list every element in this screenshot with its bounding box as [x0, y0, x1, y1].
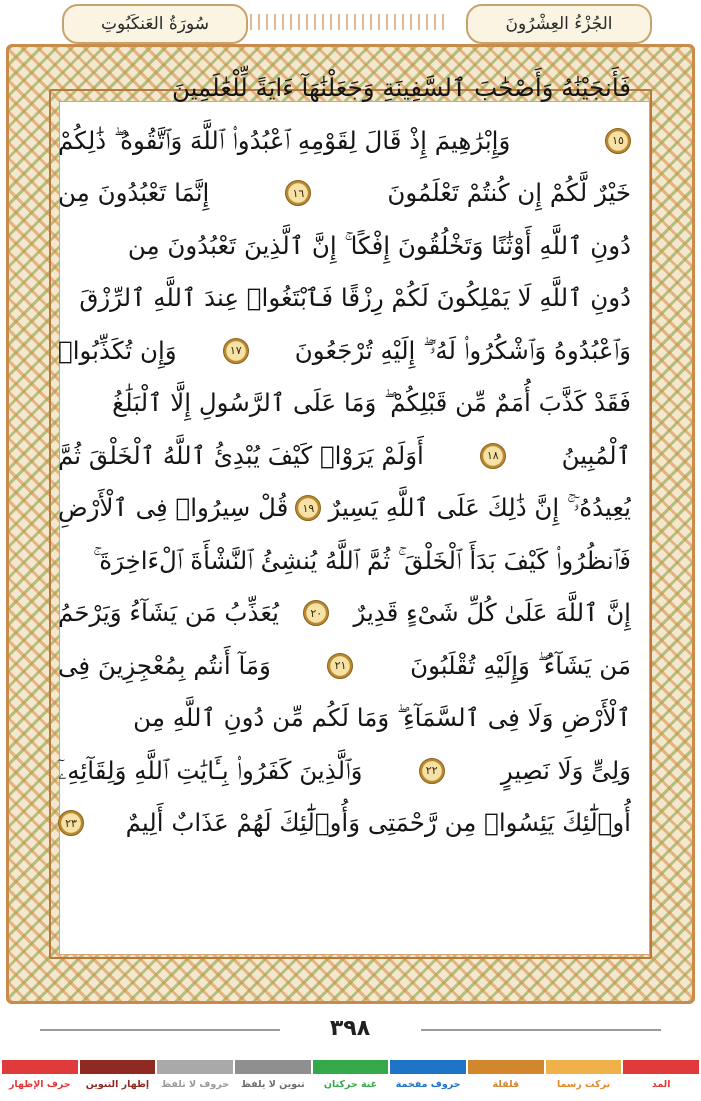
legend-label: إظهار التنوين — [85, 1079, 150, 1090]
verse-text: خَيْرٌ لَّكُمْ إِن كُنتُمْ تَعْلَمُونَ — [387, 178, 631, 207]
verse-line — [58, 62, 631, 115]
verse-text: وَٱلَّذِينَ كَفَرُوا۟ بِـَٔايَٰتِ ٱللَّهِ وَلِقَآئِهِۦٓ — [58, 755, 363, 785]
legend-item — [80, 1060, 156, 1098]
verse-text: إِنَّمَا تَعْبُدُونَ مِن — [58, 178, 210, 207]
verse-text: أَوَلَمْ يَرَوْا۟ كَيْفَ يُبْدِئُ ٱللَّهُ ٱلْخَلْقَ ثُمَّ — [58, 440, 424, 470]
legend-label: تنوين لا يلفظ — [240, 1079, 305, 1090]
verse-line — [58, 797, 631, 850]
verse-text: أُو۟لَٰٓئِكَ يَئِسُوا۟ مِن رَّحْمَتِى وَأُو۟لَٰٓئِكَ لَهُمْ عَذَابٌ أَلِيمٌ — [125, 808, 631, 837]
verse-line — [58, 482, 631, 535]
legend-item — [546, 1060, 622, 1098]
legend-color-swatch — [623, 1060, 699, 1074]
verse-number-marker: ٢٣ — [58, 810, 84, 836]
tajweed-legend — [2, 1060, 699, 1098]
verse-text: وَإِبْرَٰهِيمَ إِذْ قَالَ لِقَوْمِهِ ٱعْبُدُوا۟ ٱللَّهَ وَٱتَّقُوهُ ۖ ذَٰلِكُمْ — [58, 125, 511, 155]
verse-number-marker: ٢١ — [327, 653, 353, 679]
verse-line — [58, 325, 631, 378]
verse-text: يُعَذِّبُ مَن يَشَآءُ وَيَرْحَمُ — [58, 598, 279, 627]
verse-text: فَقَدْ كَذَّبَ أُمَمٌ مِّن قَبْلِكُمْ ۖ وَمَا عَلَى ٱلرَّسُولِ إِلَّا ٱلْبَلَٰغُ — [112, 388, 631, 417]
legend-label: غنة حركتان — [323, 1079, 378, 1090]
verse-line — [58, 587, 631, 640]
legend-item — [2, 1060, 78, 1098]
verse-line — [58, 377, 631, 430]
verse-text: يُعِيدُهُۥٓ ۚ إِنَّ ذَٰلِكَ عَلَى ٱللَّهِ يَسِيرٌ — [328, 493, 631, 522]
verse-line — [58, 167, 631, 220]
legend-color-swatch — [235, 1060, 311, 1074]
verse-line — [58, 220, 631, 273]
legend-color-swatch — [468, 1060, 544, 1074]
legend-item — [468, 1060, 544, 1098]
surah-name: سُورَةُ العَنكَبُوتِ — [100, 14, 210, 34]
juz-name: الجُزْءُ العِشْرُونَ — [505, 14, 613, 34]
verse-text: دُونِ ٱللَّهِ لَا يَمْلِكُونَ لَكُمْ رِزْقًا فَٱبْتَغُوا۟ عِندَ ٱللَّهِ ٱلرِّزْقَ — [79, 283, 631, 312]
header-ornament — [250, 14, 450, 30]
verse-line — [58, 115, 631, 168]
legend-item — [157, 1060, 233, 1098]
legend-color-swatch — [390, 1060, 466, 1074]
verse-number-marker: ٢٠ — [303, 600, 329, 626]
verse-line — [58, 692, 631, 745]
verse-number-marker: ١٨ — [480, 443, 506, 469]
verse-number-marker: ١٩ — [295, 495, 321, 521]
verse-text: إِنَّ ٱللَّهَ عَلَىٰ كُلِّ شَىْءٍ قَدِيرٌ — [353, 598, 631, 627]
verse-line — [58, 535, 631, 588]
verse-number-marker: ١٧ — [223, 338, 249, 364]
legend-item — [313, 1060, 389, 1098]
page-number: ٣٩٨ — [329, 1016, 371, 1041]
legend-item — [390, 1060, 466, 1098]
legend-label: حروف لا تلفظ — [161, 1079, 230, 1090]
verse-text: وَٱعْبُدُوهُ وَٱشْكُرُوا۟ لَهُۥٓ ۖ إِلَيْهِ تُرْجَعُونَ — [294, 335, 631, 365]
verse-line — [58, 272, 631, 325]
legend-color-swatch — [157, 1060, 233, 1074]
legend-item — [623, 1060, 699, 1098]
verse-text: فَأَنجَيْنَٰهُ وَأَصْحَٰبَ ٱلسَّفِينَةِ وَجَعَلْنَٰهَآ ءَايَةً لِّلْعَٰلَمِينَ — [171, 73, 631, 102]
legend-label: تركت رسما — [556, 1079, 611, 1090]
verse-number-marker: ٢٢ — [419, 758, 445, 784]
legend-label: المد — [651, 1079, 671, 1090]
legend-color-swatch — [313, 1060, 389, 1074]
verse-lines — [58, 62, 631, 902]
surah-name-tab — [62, 4, 248, 44]
page-number-rule-left — [40, 1029, 280, 1031]
legend-label: حروف مفخمة — [395, 1079, 461, 1090]
verse-text: قُلْ سِيرُوا۟ فِى ٱلْأَرْضِ — [58, 493, 289, 522]
legend-color-swatch — [2, 1060, 78, 1074]
verse-line — [58, 745, 631, 798]
verse-text: ٱلْأَرْضِ وَلَا فِى ٱلسَّمَآءِ ۖ وَمَا لَكُم مِّن دُونِ ٱللَّهِ مِن — [133, 703, 631, 732]
verse-text: دُونِ ٱللَّهِ أَوْثَٰنًا وَتَخْلُقُونَ إِفْكًا ۚ إِنَّ ٱلَّذِينَ تَعْبُدُونَ مِن — [127, 230, 631, 260]
verse-text: وَإِن تُكَذِّبُوا۟ — [58, 335, 177, 365]
legend-item — [235, 1060, 311, 1098]
verse-number-marker: ١٥ — [605, 128, 631, 154]
verse-line — [58, 640, 631, 693]
verse-number-marker: ١٦ — [285, 180, 311, 206]
verse-line — [58, 430, 631, 483]
legend-label: قلقلة — [492, 1079, 520, 1090]
verse-text: فَٱنظُرُوا۟ كَيْفَ بَدَأَ ٱلْخَلْقَ ۚ ثُمَّ ٱللَّهُ يُنشِئُ ٱلنَّشْأَةَ ٱلْءَاخِرَةَ ۚ — [93, 545, 631, 575]
page-number-rule-right — [421, 1029, 661, 1031]
legend-color-swatch — [546, 1060, 622, 1074]
legend-color-swatch — [80, 1060, 156, 1074]
legend-label: حرف الإظهار — [8, 1079, 71, 1090]
verse-text: مَن يَشَآءُ ۖ وَإِلَيْهِ تُقْلَبُونَ — [410, 650, 631, 680]
verse-text: وَمَآ أَنتُم بِمُعْجِزِينَ فِى — [58, 650, 271, 680]
verse-text: ٱلْمُبِينُ — [561, 440, 631, 470]
juz-name-tab — [466, 4, 652, 44]
verse-text: وَلِىٍّ وَلَا نَصِيرٍ — [500, 755, 631, 785]
